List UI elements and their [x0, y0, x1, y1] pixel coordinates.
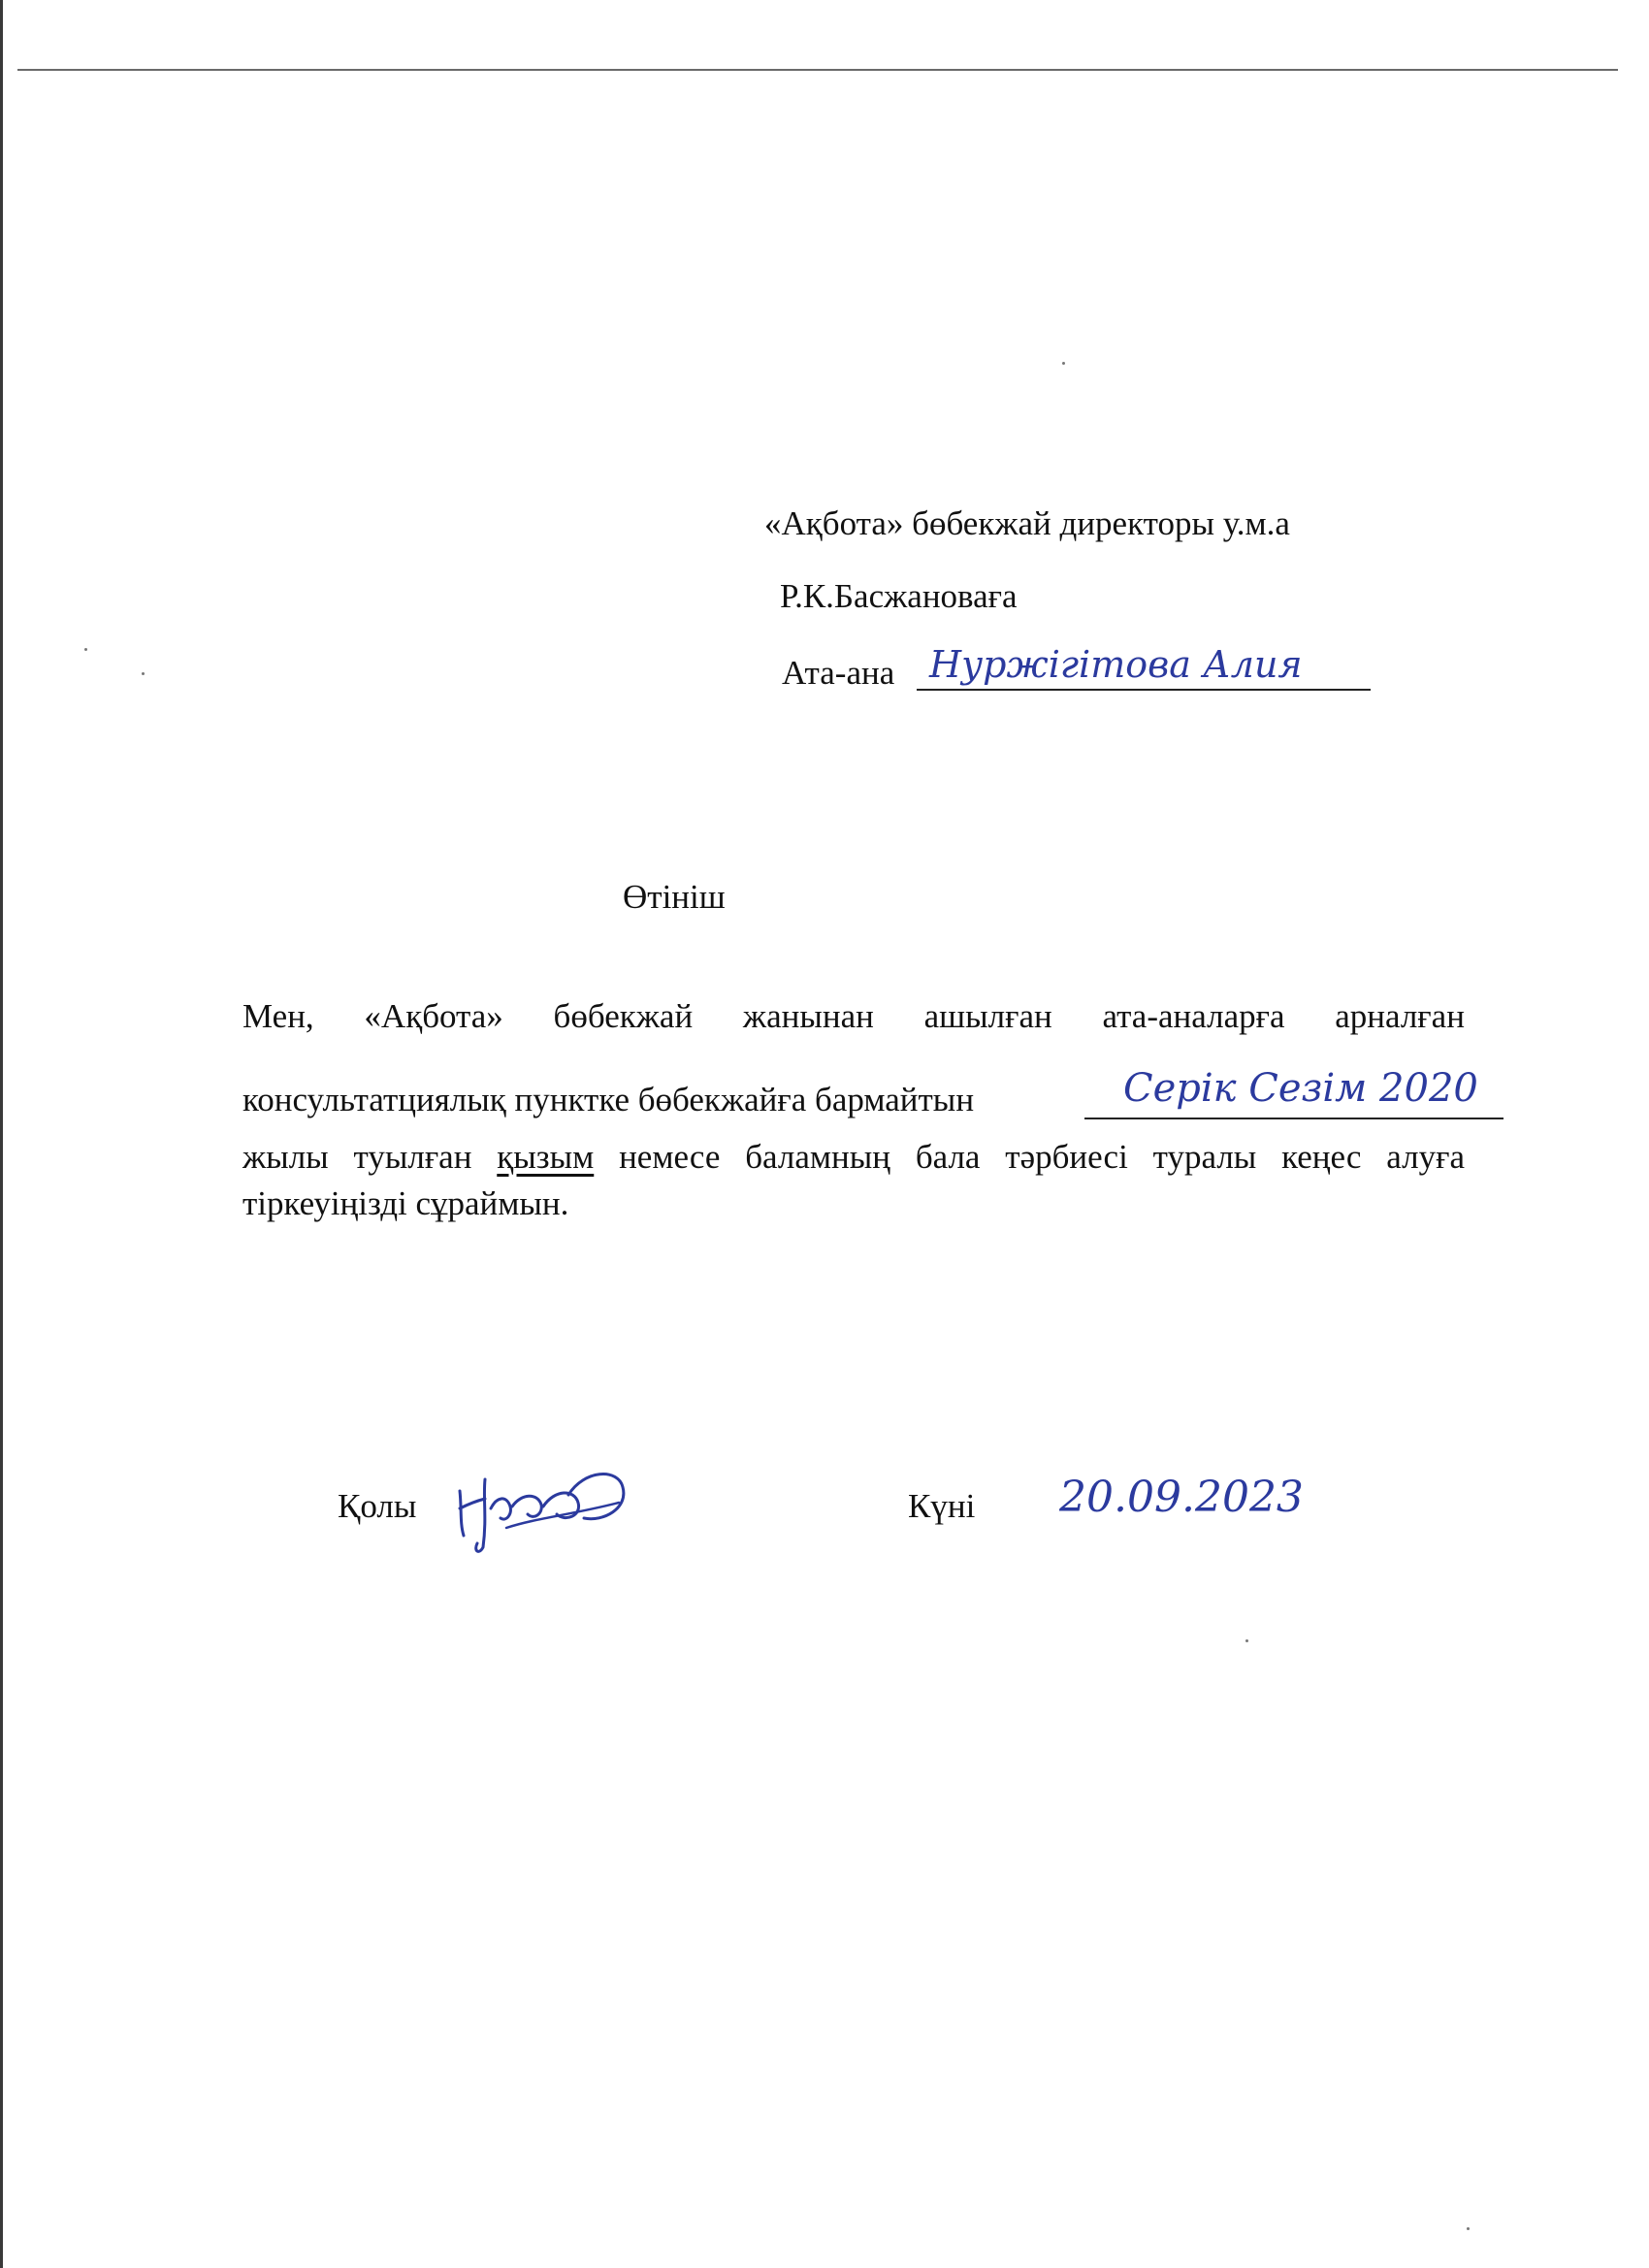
- child-name-handwritten: Серік Сезім 2020: [1123, 1066, 1478, 1111]
- scan-speck: [84, 648, 87, 651]
- body-line-1: [242, 999, 1465, 1033]
- body-word: алуға: [1386, 1138, 1465, 1176]
- body-word: туралы: [1152, 1138, 1257, 1176]
- body-word: «Ақбота»: [364, 997, 503, 1035]
- date-label: Күні: [908, 1487, 976, 1525]
- parent-name-underline: [917, 689, 1371, 691]
- parent-label: Ата-ана: [782, 654, 895, 692]
- body-word: Мен,: [242, 997, 314, 1035]
- body-word: ата-аналарға: [1102, 997, 1285, 1035]
- body-word: туылған: [353, 1138, 472, 1176]
- body-word: ашылған: [923, 997, 1052, 1035]
- signature-drawing: [448, 1450, 642, 1557]
- scan-speck: [1467, 2227, 1470, 2230]
- body-word: тәрбиесі: [1005, 1138, 1128, 1176]
- child-name-underline: [1084, 1118, 1504, 1119]
- body-word: немесе: [619, 1138, 721, 1176]
- body-line-2: консультатциялық пунктке бөбекжайға бармайтын: [242, 1081, 975, 1118]
- scan-edge: [0, 0, 3, 2268]
- signature-label: Қолы: [338, 1487, 417, 1525]
- addressee-name: Р.К.Басжановаға: [780, 577, 1018, 615]
- scan-speck: [1062, 362, 1065, 365]
- addressee-line: «Ақбота» бөбекжай директоры у.м.а: [764, 504, 1290, 542]
- body-line-4: тіркеуіңізді сұраймын.: [242, 1184, 569, 1222]
- document-title: Өтініш: [623, 878, 726, 916]
- date-handwritten: 20.09.2023: [1059, 1473, 1304, 1522]
- body-word: жанынан: [742, 997, 874, 1035]
- scan-speck: [1245, 1639, 1248, 1642]
- body-word: жылы: [242, 1138, 329, 1176]
- scan-top-line: [17, 69, 1618, 71]
- parent-name-handwritten: Нуржігітова Алия: [929, 643, 1303, 686]
- scan-speck: [142, 672, 145, 675]
- body-word: бөбекжай: [553, 997, 694, 1035]
- body-word: кеңес: [1281, 1138, 1362, 1176]
- body-word: баламның: [745, 1138, 890, 1176]
- body-word-underlined: қызым: [497, 1138, 595, 1176]
- body-word: бала: [915, 1138, 981, 1176]
- body-word: арналған: [1335, 997, 1465, 1035]
- body-line-3: [242, 1140, 1465, 1174]
